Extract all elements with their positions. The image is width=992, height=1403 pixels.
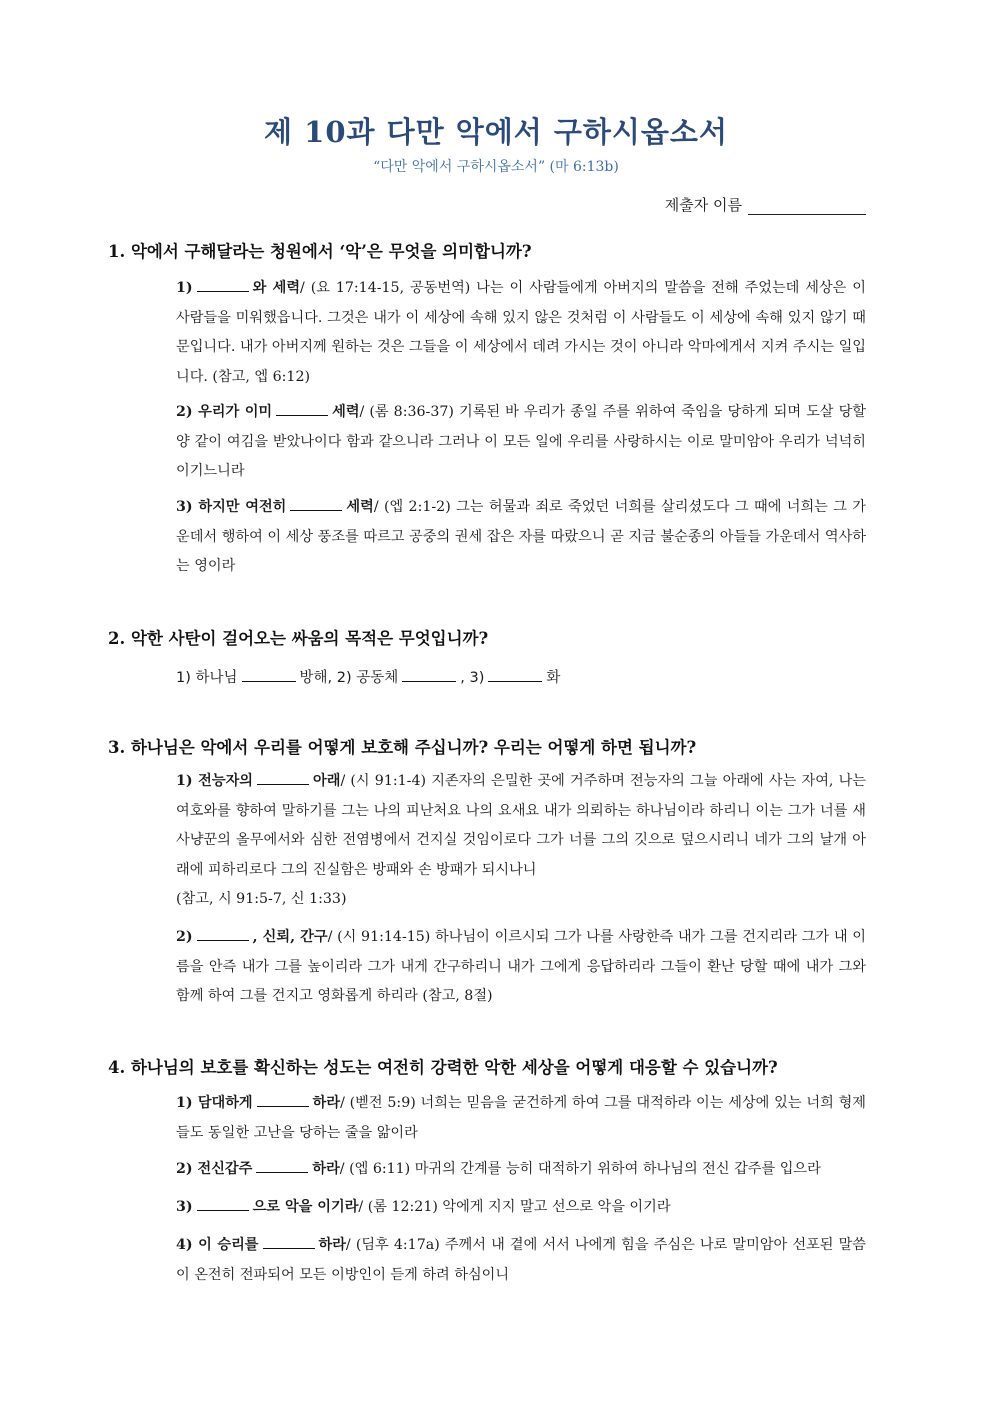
q4-item-1 (176, 1089, 866, 1148)
submitter-field (665, 194, 866, 215)
q3-item-2 (176, 923, 866, 1012)
q4-item-3 (176, 1193, 866, 1223)
q3-item-2-keyword: , 신뢰, 간구 (252, 929, 328, 945)
submitter-label: 제출자 이름 (664, 196, 742, 214)
q4-item-2 (176, 1155, 866, 1185)
q4-item-2-keyword: 하라 (312, 1161, 340, 1177)
q3-item-2-text: / (시 91:14-15) 하나님이 이르시되 그가 나를 사랑한즉 내가 그를 건지리라 그가 내 이름을 안즉 내가 그를 높이리라 그가 내게 간구하리니 내가 그에게 응답하리라 그들이 환난 당할 때에 내가 그와 함께 하여 그를 건지고 영화롭게 하리라 (참고, 8절) (176, 929, 866, 1004)
q1-item-3-keyword: 세력 (346, 499, 374, 515)
q4-item-1-blank[interactable] (257, 1105, 309, 1107)
q4-item-3-blank[interactable] (197, 1209, 249, 1211)
q2-blank-3[interactable] (488, 680, 542, 682)
question-3: 3. 하나님은 악에서 우리를 어떻게 보호해 주십니까? 우리는 어떻게 하면 됩니까? (108, 738, 697, 757)
question-1: 1. 악에서 구해달라는 청원에서 ‘악’은 무엇을 의미합니까? (108, 242, 532, 261)
q1-item-3 (176, 493, 866, 582)
question-4: 4. 하나님의 보호를 확신하는 성도는 여전히 강력한 악한 세상을 어떻게 대응할 수 있습니까? (108, 1058, 778, 1077)
q2-blank-2[interactable] (402, 680, 456, 682)
q1-item-3-text: / (엡 2:1-2) 그는 허물과 죄로 죽었던 너희를 살리셨도다 그 때에 너희는 그 가운데서 행하여 이 세상 풍조를 따르고 공중의 권세 잡은 자를 따랐으니 곧 지금 불순종의 아들들 가운데서 역사하는 영이라 (176, 499, 866, 574)
q3-item-2-number: 2) (176, 929, 193, 945)
q3-item-1-reference: (참고, 시 91:5-7, 신 1:33) (176, 891, 347, 907)
submitter-name-blank[interactable] (748, 200, 866, 215)
q3-item-1 (176, 767, 866, 915)
q1-item-1 (176, 274, 866, 392)
q4-item-3-text: / (롬 12:21) 악에게 지지 말고 선으로 악을 이기라 (358, 1199, 671, 1215)
q4-item-3-keyword: 으로 악을 이기라 (252, 1199, 359, 1215)
q4-item-4-blank[interactable] (263, 1247, 315, 1249)
q4-item-2-lead: 2) 전신갑주 (176, 1161, 253, 1177)
q3-item-2-blank[interactable] (197, 939, 249, 941)
q2-part-1: 1) 하나님 (176, 670, 238, 686)
q2-part-3: , 3) (460, 670, 485, 686)
q4-item-1-text: / (벧전 5:9) 너희는 믿음을 굳건하게 하여 그를 대적하라 이는 세상에 있는 너희 형제들도 동일한 고난을 당하는 줄을 앎이라 (176, 1095, 866, 1141)
page-subtitle: “다만 악에서 구하시옵소서” (마 6:13b) (373, 159, 619, 175)
q4-item-1-lead: 1) 담대하게 (176, 1095, 253, 1111)
q4-item-4 (176, 1231, 866, 1290)
q3-item-1-text: / (시 91:1-4) 지존자의 은밀한 곳에 거주하며 전능자의 그늘 아래에 사는 자여, 나는 여호와를 향하여 말하기를 그는 나의 피난처요 나의 요새요 내가 의뢰하는 하나님이라 하리니 이는 그가 너를 새 사냥꾼의 올무에서와 심한 전염병에서 건지실 것임이로다 그가 너를 그의 깃으로 덮으시리니 네가 그의 날개 아래에 피하리로다 그의 진실함은 방패와 손 방패가 되시나니 (176, 773, 866, 878)
q1-item-1-text: / (요 17:14-15, 공동번역) 나는 이 사람들에게 아버지의 말씀을 전해 주었는데 세상은 이 사람들을 미워했읍니다. 그것은 내가 이 세상에 속해 있지 않은 것처럼 이 사람들도 이 세상에 속해 있지 않기 때문입니다. 내가 아버지께 원하는 것은 그들을 이 세상에서 데려 가시는 것이 아니라 악마에게서 지켜 주시는 일입니다. (참고, 엡 6:12) (176, 280, 867, 385)
q1-item-3-blank[interactable] (290, 509, 342, 511)
q2-part-2: 방해, 2) 공동체 (299, 670, 399, 686)
q4-item-4-text: / (딤후 4:17a) 주께서 내 곁에 서서 나에게 힘을 주심은 나로 말미암아 선포된 말씀이 온전히 전파되어 모든 이방인이 듣게 하려 하심이니 (176, 1237, 866, 1283)
q1-item-2-keyword: 세력 (332, 404, 360, 420)
q4-item-3-number: 3) (176, 1199, 193, 1215)
q1-item-3-lead: 3) 하지만 여전히 (176, 499, 287, 515)
q1-item-2-lead: 2) 우리가 이미 (176, 404, 273, 420)
q4-item-2-text: / (엡 6:11) 마귀의 간계를 능히 대적하기 위하여 하나님의 전신 갑주를 입으라 (339, 1161, 821, 1177)
q2-blank-1[interactable] (242, 680, 296, 682)
q1-item-2-text: / (롬 8:36-37) 기록된 바 우리가 종일 주를 위하여 죽임을 당하게 되며 도살 당할 양 같이 여김을 받았나이다 함과 같으니라 그러나 이 모든 일에 우리를 사랑하시는 이로 말미암아 우리가 넉넉히 이기느니라 (176, 404, 866, 479)
q4-item-2-blank[interactable] (256, 1171, 308, 1173)
q1-item-1-keyword: 와 세력 (252, 280, 301, 296)
q4-item-4-lead: 4) 이 승리를 (176, 1237, 259, 1253)
q2-part-4: 화 (546, 670, 561, 686)
q2-fill-line (176, 666, 866, 687)
q4-item-4-keyword: 하라 (318, 1237, 346, 1253)
page-title: 제 10과 다만 악에서 구하시옵소서 (264, 115, 728, 149)
question-2: 2. 악한 사탄이 걸어오는 싸움의 목적은 무엇입니까? (108, 629, 489, 648)
q1-item-2 (176, 398, 866, 487)
q3-item-1-blank[interactable] (257, 783, 309, 785)
q1-item-2-blank[interactable] (276, 414, 328, 416)
q1-item-1-blank[interactable] (197, 290, 249, 292)
q4-item-1-keyword: 하라 (312, 1095, 341, 1111)
q3-item-1-keyword: 아래 (313, 773, 341, 789)
q3-item-1-lead: 1) 전능자의 (176, 773, 254, 789)
q1-item-1-number: 1) (176, 280, 193, 296)
